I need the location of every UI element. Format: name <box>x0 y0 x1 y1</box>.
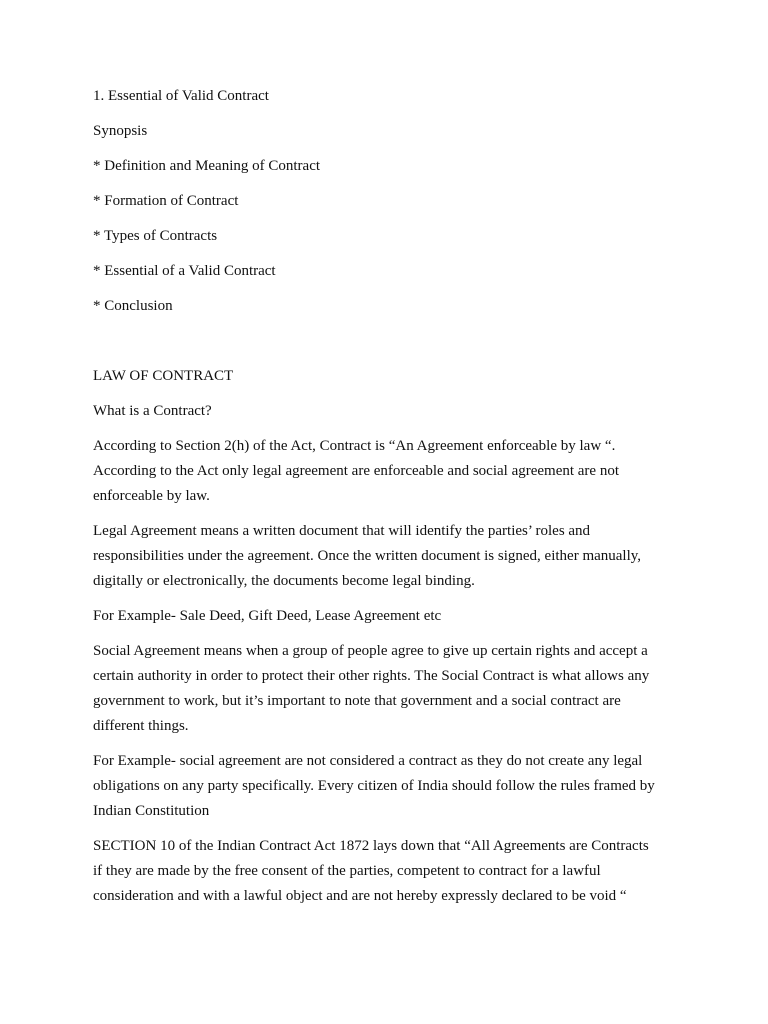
document-page <box>93 84 693 909</box>
synopsis-item: * Conclusion <box>93 298 173 314</box>
spacer <box>93 509 693 519</box>
spacer <box>93 284 693 294</box>
paragraph-line: For Example- Sale Deed, Gift Deed, Lease Agreement etc <box>93 608 442 624</box>
paragraph-line: For Example- social agreement are not considered a contract as they do not create any legal <box>93 753 643 769</box>
paragraph-legal-agreement <box>93 519 693 594</box>
synopsis-item: * Types of Contracts <box>93 228 218 244</box>
section-spacer <box>93 319 693 364</box>
paragraph-line: Social Agreement means when a group of people agree to give up certain rights and accept a <box>93 643 648 659</box>
paragraph-line: consideration and with a lawful object and are not hereby expressly declared to be void “ <box>93 888 627 904</box>
synopsis-item: * Formation of Contract <box>93 193 239 209</box>
synopsis-item: * Essential of a Valid Contract <box>93 263 276 279</box>
paragraph-line: digitally or electronically, the documents become legal binding. <box>93 573 475 589</box>
paragraph-line: Indian Constitution <box>93 803 210 819</box>
spacer <box>93 824 693 834</box>
spacer <box>93 144 693 154</box>
paragraph-line: different things. <box>93 718 189 734</box>
paragraph-social-agreement <box>93 639 693 739</box>
spacer <box>93 629 693 639</box>
paragraph-social-example <box>93 749 693 824</box>
paragraph-section-10 <box>93 834 693 909</box>
spacer <box>93 214 693 224</box>
paragraph-legal-example <box>93 604 693 629</box>
spacer <box>93 424 693 434</box>
spacer <box>93 389 693 399</box>
paragraph-line: obligations on any party specifically. Every citizen of India should follow the rules framed by <box>93 778 655 794</box>
spacer <box>93 179 693 189</box>
paragraph-line: SECTION 10 of the Indian Contract Act 1872 lays down that “All Agreements are Contracts <box>93 838 649 854</box>
paragraph-line: if they are made by the free consent of the parties, competent to contract for a lawful <box>93 863 601 879</box>
paragraph-line: responsibilities under the agreement. Once the written document is signed, either manually, <box>93 548 642 564</box>
paragraph-line: certain authority in order to protect their other rights. The Social Contract is what allows any <box>93 668 650 684</box>
paragraph-line: government to work, but it’s important to note that government and a social contract are <box>93 693 621 709</box>
paragraph-line: According to the Act only legal agreement are enforceable and social agreement are not <box>93 463 620 479</box>
section-title: LAW OF CONTRACT <box>93 368 234 384</box>
question-heading: What is a Contract? <box>93 403 212 419</box>
spacer <box>93 594 693 604</box>
paragraph-line: According to Section 2(h) of the Act, Contract is “An Agreement enforceable by law “. <box>93 438 616 454</box>
spacer <box>93 109 693 119</box>
paragraph-line: enforceable by law. <box>93 488 210 504</box>
document-heading: 1. Essential of Valid Contract <box>93 88 269 104</box>
spacer <box>93 739 693 749</box>
spacer <box>93 249 693 259</box>
synopsis-label: Synopsis <box>93 123 148 139</box>
paragraph-definition <box>93 434 693 509</box>
paragraph-line: Legal Agreement means a written document that will identify the parties’ roles and <box>93 523 591 539</box>
synopsis-item: * Definition and Meaning of Contract <box>93 158 321 174</box>
